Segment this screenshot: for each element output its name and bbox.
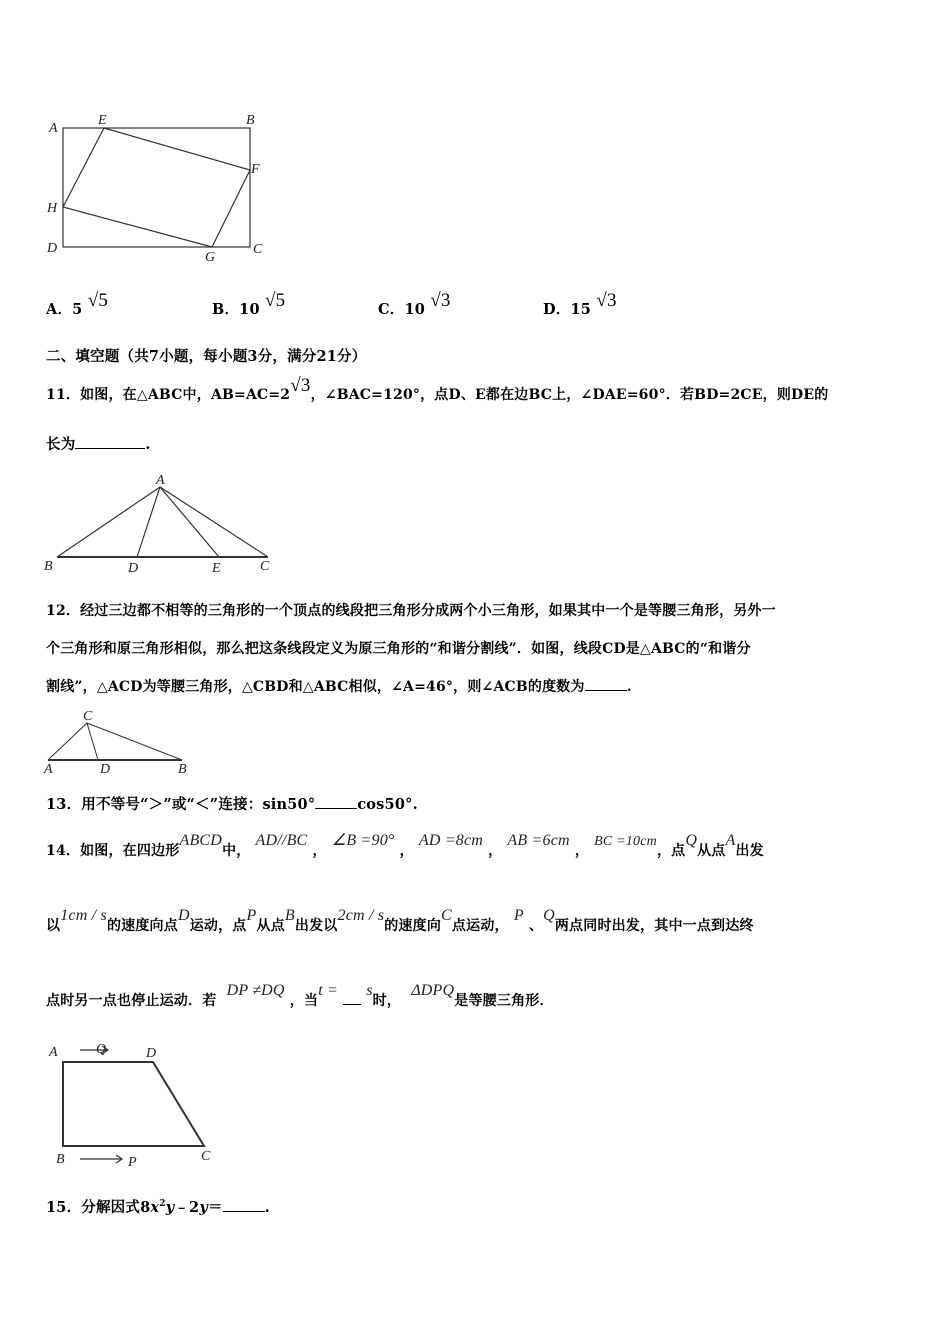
label-D: D xyxy=(146,1046,157,1061)
math: s xyxy=(366,982,373,999)
q15-text: 15．分解因式8 xyxy=(46,1199,151,1216)
q14-line2 xyxy=(46,907,754,935)
option-coef: 10 xyxy=(404,301,426,318)
math: B xyxy=(284,907,295,924)
math: y xyxy=(165,1199,175,1216)
q14-line3 xyxy=(46,982,554,1010)
math: AD//BC xyxy=(255,832,308,849)
q14-text: ， xyxy=(574,843,590,859)
label-D: D xyxy=(128,561,139,576)
label-Q: Q xyxy=(96,1042,107,1057)
q13-text: 13．用不等号“＞”或“＜”连接：sin50° xyxy=(46,796,316,813)
option-letter: A． xyxy=(46,301,73,318)
q14-text: 、 xyxy=(528,918,544,934)
math: P xyxy=(246,907,257,924)
label-C: C xyxy=(253,242,263,257)
q14-text: 以 xyxy=(46,918,61,934)
label-C: C xyxy=(201,1149,211,1164)
label-A: A xyxy=(44,762,53,777)
q14-text: 的速度向点 xyxy=(106,918,178,934)
label-B: B xyxy=(246,113,255,128)
answer-blank[interactable] xyxy=(75,436,145,449)
math: A xyxy=(725,832,736,849)
q14-text: ， xyxy=(488,843,503,859)
q14-text: 的速度向 xyxy=(384,918,442,934)
label-P: P xyxy=(128,1155,137,1170)
answer-blank[interactable] xyxy=(343,992,361,1005)
option-coef: 5 xyxy=(72,301,83,318)
label-B: B xyxy=(44,559,53,574)
label-A: A xyxy=(49,1045,58,1060)
math: x xyxy=(150,1199,160,1216)
q14-text: 运动，点 xyxy=(189,918,247,934)
option-letter: B． xyxy=(212,301,240,318)
q11-text: 长为 xyxy=(46,436,76,453)
math: ∠B =90° xyxy=(331,832,395,849)
q15-text: . xyxy=(264,1199,270,1216)
q12-line2: 个三角形和原三角形相似，那么把这条线段定义为原三角形的“和谐分割线”．如图，线段CD是△ABC的“和谐分 xyxy=(46,641,751,657)
option-letter: C． xyxy=(378,301,405,318)
rect-abcd xyxy=(63,128,250,247)
label-E: E xyxy=(212,561,221,576)
math: 1cm / s xyxy=(60,907,107,924)
math: ABCD xyxy=(179,832,223,849)
q14-text: 两点同时出发，其中一点到达终 xyxy=(554,918,754,934)
math: BC =10cm xyxy=(594,834,657,849)
q14-text: 中， xyxy=(222,843,251,859)
q11-text: 11．如图，在△ABC中，AB=AC=2 xyxy=(46,387,291,403)
option-a[interactable] xyxy=(46,290,109,320)
q14-text: 是等腰三角形． xyxy=(454,993,554,1009)
q15-line xyxy=(46,1196,270,1217)
q12-text: . xyxy=(626,679,632,695)
q12-text: 割线”，△ACD为等腰三角形，△CBD和△ABC相似，∠A=46°，则∠ACB的度数为 xyxy=(46,679,585,695)
q11-root: √3 xyxy=(290,375,311,396)
label-B: B xyxy=(178,762,187,777)
q12-line3 xyxy=(46,676,632,696)
q14-text: ， xyxy=(312,843,327,859)
label-G: G xyxy=(205,250,216,265)
q14-text: 出发以 xyxy=(294,918,338,934)
q14-text: 点时另一点也停止运动．若 xyxy=(46,993,217,1009)
math: 2cm / s xyxy=(337,907,385,924)
q14-text: ，当 xyxy=(289,993,319,1009)
figure-triangle-abc-q11 xyxy=(57,487,268,557)
q14-text: ，点 xyxy=(656,843,686,859)
q14-text: 从点 xyxy=(697,843,726,859)
quad-efgh xyxy=(63,128,250,247)
math: Q xyxy=(685,832,698,849)
math: DP ≠DQ xyxy=(226,982,285,999)
q15-text: ＝ xyxy=(207,1199,223,1216)
q13-text: cos50°. xyxy=(357,796,418,813)
math: AD =8cm xyxy=(418,832,484,849)
option-c[interactable] xyxy=(378,290,451,320)
q11-text: . xyxy=(145,436,151,453)
label-C: C xyxy=(83,709,93,724)
q15-text: ﹣2 xyxy=(174,1199,200,1216)
label-A: A xyxy=(156,473,165,488)
q11-line1 xyxy=(46,375,829,405)
label-F: F xyxy=(251,162,260,177)
answer-blank[interactable] xyxy=(315,796,357,809)
figure-trapezoid-abcd xyxy=(63,1046,204,1163)
section-title: 二、填空题（共7小题，每小题3分，满分21分） xyxy=(46,348,367,365)
math: ΔDPQ xyxy=(411,982,455,999)
option-root: √3 xyxy=(430,290,451,311)
label-D: D xyxy=(47,241,58,256)
math: t = xyxy=(318,982,339,999)
figure-rectangle-efgh xyxy=(63,128,250,247)
math: 2 xyxy=(159,1199,166,1210)
q14-text: 14．如图，在四边形 xyxy=(46,843,180,859)
label-H: H xyxy=(47,201,58,216)
math: y xyxy=(199,1199,208,1216)
option-coef: 10 xyxy=(239,301,260,318)
math: C xyxy=(441,907,452,924)
q11-line2 xyxy=(46,433,151,454)
q14-line1 xyxy=(46,832,764,860)
math: P xyxy=(513,907,524,924)
label-A: A xyxy=(49,121,58,136)
q13-line xyxy=(46,793,418,814)
label-D: D xyxy=(100,762,111,777)
q14-text: ， xyxy=(399,843,414,859)
label-B: B xyxy=(56,1152,65,1167)
q14-text: 时， xyxy=(372,993,402,1009)
label-C: C xyxy=(260,559,270,574)
q14-text: 点运动， xyxy=(451,918,509,934)
q11-text: ，∠BAC=120°，点D、E都在边BC上，∠DAE=60°．若BD=2CE，则DE的 xyxy=(310,387,829,403)
option-coef: 15 xyxy=(570,301,592,318)
option-root: √5 xyxy=(87,290,109,311)
answer-blank[interactable] xyxy=(585,678,627,691)
option-letter: D． xyxy=(543,301,571,318)
option-root: √3 xyxy=(596,290,617,311)
math: D xyxy=(177,907,190,924)
math: Q xyxy=(543,907,555,924)
figure-triangle-abc-q12 xyxy=(48,723,182,760)
answer-blank[interactable] xyxy=(223,1199,265,1212)
label-E: E xyxy=(98,113,107,128)
option-b[interactable] xyxy=(212,290,286,320)
q14-text: 出发 xyxy=(735,843,764,859)
option-root: √5 xyxy=(265,290,286,311)
math: AB =6cm xyxy=(507,832,570,849)
q12-line1: 12．经过三边都不相等的三角形的一个顶点的线段把三角形分成两个小三角形，如果其中一个是等腰三角形，另外一 xyxy=(46,603,776,619)
q14-text: 从点 xyxy=(256,918,285,934)
option-d[interactable] xyxy=(543,290,617,320)
